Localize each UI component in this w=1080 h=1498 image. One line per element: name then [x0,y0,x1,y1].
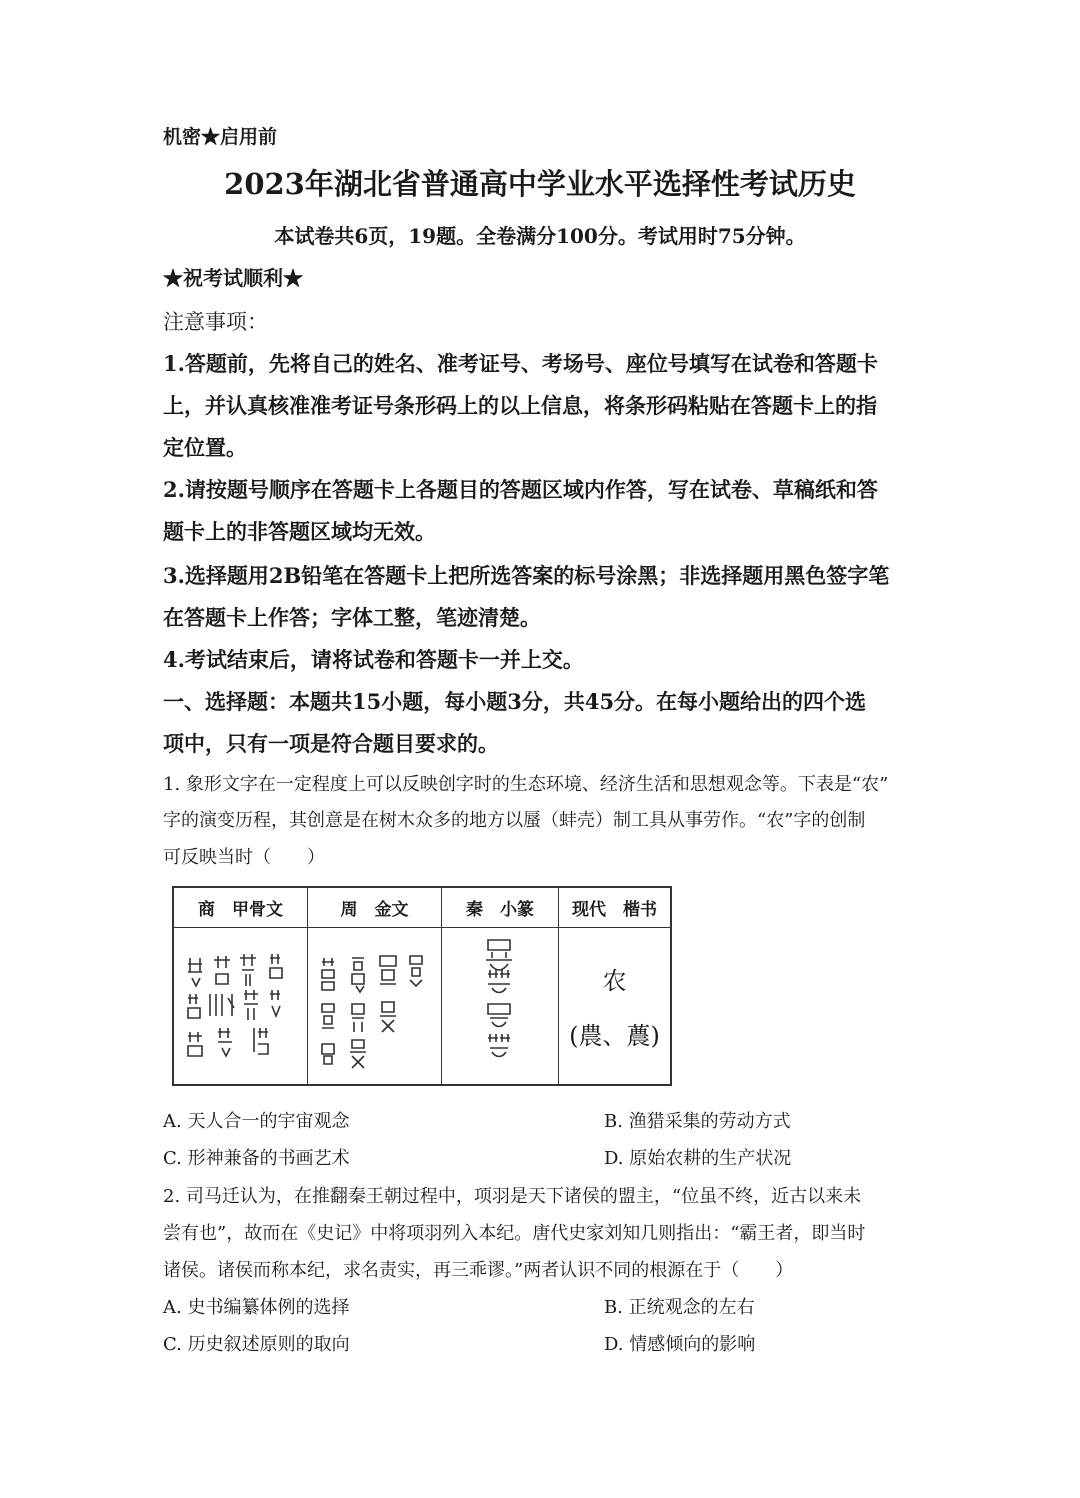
exam-subtitle: 本试卷共6页，19题。全卷满分100分。考试用时75分钟。 [274,224,806,248]
question-2-option-b[interactable]: B. 正统观念的左右 [604,1297,755,1318]
wish-line: ★祝考试顺利★ [163,266,303,290]
table-header: 秦 小篆 [442,888,559,928]
question-1-option-b[interactable]: B. 渔猎采集的劳动方式 [604,1111,791,1132]
question-2-stem: 尝有也”，故而在《史记》中将项羽列入本纪。唐代史家刘知几则指出：“霸王者，即当时 [163,1223,866,1244]
table-header: 现代 楷书 [559,888,670,928]
note-line: 2.请按题号顺序在答题卡上各题目的答题区域内作答，写在试卷、草稿纸和答 [163,477,878,502]
note-line: 4.考试结束后，请将试卷和答题卡一并上交。 [163,647,584,672]
oracle-bone-glyph-drawings [174,928,304,1078]
question-2-stem: 2. 司马迁认为，在推翻秦王朝过程中，项羽是天下诸侯的盟主，“位虽不终，近古以来未 [163,1186,862,1207]
note-line: 1.答题前，先将自己的姓名、准考证号、考场号、座位号填写在试卷和答题卡 [163,351,878,376]
bronze-glyphs [308,928,442,1084]
question-1-option-a[interactable]: A. 天人合一的宇宙观念 [163,1111,350,1132]
bronze-glyph-drawings [308,928,438,1078]
oracle-bone-glyphs [174,928,308,1084]
note-line: 上，并认真核准准考证号条形码上的以上信息，将条形码粘贴在答题卡上的指 [163,393,877,418]
regular-script-char: 农 [602,967,627,995]
question-2-option-a[interactable]: A. 史书编纂体例的选择 [163,1297,350,1318]
secret-mark: 机密★启用前 [163,126,278,148]
question-2-stem: 诸侯。诸侯而称本纪，求名责实，再三乖谬。”两者认识不同的根源在于（ ） [163,1260,794,1281]
note-line: 定位置。 [163,435,247,460]
question-1-stem: 1. 象形文字在一定程度上可以反映创字时的生态环境、经济生活和思想观念等。下表是“农” [163,774,889,795]
question-2-option-d[interactable]: D. 情感倾向的影响 [604,1334,756,1355]
note-line: 3.选择题用2B铅笔在答题卡上把所选答案的标号涂黑；非选择题用黑色签字笔 [163,563,890,588]
note-line: 在答题卡上作答；字体工整，笔迹清楚。 [163,605,541,630]
small-seal-glyphs [442,928,559,1084]
small-seal-glyph-drawings [442,928,557,1078]
question-1-stem: 可反映当时（ ） [163,847,325,868]
section-heading: 项中，只有一项是符合题目要求的。 [163,731,499,756]
regular-script-cell [559,928,670,1084]
note-line: 题卡上的非答题区域均无效。 [163,519,436,544]
section-heading: 一、选择题：本题共15小题，每小题3分，共45分。在每小题给出的四个选 [163,689,867,714]
question-1-option-c[interactable]: C. 形神兼备的书画艺术 [163,1148,350,1169]
table-header: 商 甲骨文 [174,888,308,928]
question-1-option-d[interactable]: D. 原始农耕的生产状况 [604,1148,792,1169]
table-header: 周 金文 [308,888,442,928]
nong-evolution-table [172,886,672,1086]
question-1-stem: 字的演变历程，其创意是在树木众多的地方以蜃（蚌壳）制工具从事劳作。“农”字的创制 [163,810,866,831]
exam-title: 2023年湖北省普通高中学业水平选择性考试历史 [224,167,856,201]
notes-heading: 注意事项： [163,310,268,334]
traditional-variants: (農、蕽) [569,1022,660,1050]
question-2-option-c[interactable]: C. 历史叙述原则的取向 [163,1334,350,1355]
